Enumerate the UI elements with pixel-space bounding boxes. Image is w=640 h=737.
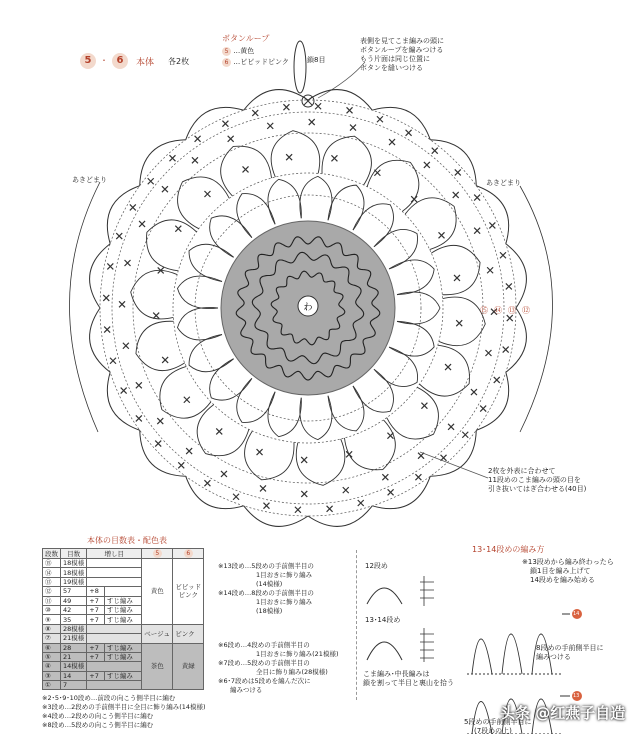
scallop <box>186 476 244 508</box>
table-row: ① 7 <box>43 681 204 690</box>
note-line: 1目おきに飾り編み <box>256 598 313 606</box>
row-6-color: …ビビッドピンク <box>233 58 289 66</box>
sc-mark <box>263 503 269 509</box>
header-rows: 段数 <box>43 549 61 559</box>
note-line: 8段めの手前側半目に <box>536 644 604 652</box>
sc-mark <box>471 389 477 395</box>
scallop <box>186 107 244 139</box>
sc-mark <box>474 228 480 234</box>
table-row: ⑫ 57 +8 <box>43 587 204 596</box>
stitch-count-table <box>42 548 204 690</box>
header-color-5: 5 <box>142 549 173 559</box>
petal <box>131 270 177 319</box>
sc-mark <box>228 136 234 142</box>
sc-mark <box>121 388 127 394</box>
sc-mark <box>507 315 513 321</box>
note-line: (14模様) <box>256 580 283 588</box>
table-notes <box>42 694 206 730</box>
sc-mark <box>216 428 222 434</box>
sc-mark <box>283 104 289 110</box>
row-1314-stitch-sketch <box>362 626 452 666</box>
sc-mark <box>178 462 184 468</box>
pattern-number-5: 5 <box>80 53 96 69</box>
petal <box>387 387 439 439</box>
top-right-note-line: ボタンループを編みつける <box>360 46 444 54</box>
row-5-color: …黄色 <box>233 47 255 55</box>
scallop <box>476 186 508 244</box>
table-row: ③ 14 +7 すじ編み <box>43 671 204 680</box>
sc-mark <box>388 489 394 495</box>
join-note-line: 2枚を外表に合わせて <box>488 467 556 475</box>
table-row: ④ 14模様 <box>43 662 204 671</box>
howto-title: 13･14段めの編み方 <box>472 545 545 554</box>
table-row: ⑩ 42 +7 すじ編み <box>43 605 204 614</box>
note-line: ※13段め…5段めの手前側半目の <box>218 562 314 570</box>
row-12-stitch-sketch <box>362 572 452 612</box>
sc-mark <box>295 507 301 513</box>
sc-mark <box>267 123 273 129</box>
sc-mark <box>432 148 438 154</box>
sc-mark <box>301 491 307 497</box>
petal <box>328 386 364 431</box>
table-row: ⑦ 21模様 <box>43 634 204 643</box>
sc-mark <box>107 263 113 269</box>
table-row: ⑪ 49 +7 すじ編み <box>43 596 204 605</box>
sc-mark <box>257 449 263 455</box>
scallop <box>430 140 476 186</box>
table-row: ⑬ 19模様 <box>43 577 204 586</box>
row-markers <box>480 306 530 315</box>
sc-mark <box>424 162 430 168</box>
marker-14: 14 <box>573 611 580 617</box>
petal <box>431 245 480 294</box>
petal <box>439 297 485 346</box>
sc-mark <box>243 166 249 172</box>
howto-note-mid <box>536 644 603 662</box>
sc-mark <box>139 221 145 227</box>
petal <box>178 177 230 229</box>
table-title: 本体の目数表・配色表 <box>87 536 167 545</box>
sc-mark <box>456 320 462 326</box>
sc-mark <box>418 453 424 459</box>
sc-mark <box>494 377 500 383</box>
sc-mark <box>500 252 506 258</box>
sc-mark <box>454 275 460 281</box>
sc-mark <box>406 130 412 136</box>
sc-mark <box>103 295 109 301</box>
sc-mark <box>104 327 110 333</box>
row-marker-12: ⑫ <box>522 306 530 315</box>
table-note-line: ※8段め…5段めの向こう側半目に編む <box>42 721 154 730</box>
sc-mark <box>286 154 292 160</box>
sc-mark <box>192 157 198 163</box>
sc-mark <box>110 358 116 364</box>
table-header-row <box>43 549 204 559</box>
header-increase: 増し目 <box>87 549 142 559</box>
sc-mark <box>327 506 333 512</box>
petal <box>296 439 345 485</box>
petal <box>177 276 222 309</box>
sc-mark <box>184 397 190 403</box>
petal <box>136 321 185 370</box>
sc-mark <box>411 196 417 202</box>
sc-mark <box>462 432 468 438</box>
sc-mark <box>116 233 122 239</box>
scallop <box>372 476 430 508</box>
sc-mark <box>222 121 228 127</box>
table-note-line: ※2･5･9･10段め…前段の向こう側半目に編む <box>42 694 176 703</box>
petal <box>177 307 222 340</box>
sc-mark <box>489 222 495 228</box>
sc-mark <box>453 192 459 198</box>
middle-notes-top <box>218 562 348 616</box>
sc-mark <box>374 170 380 176</box>
sc-mark <box>506 283 512 289</box>
sc-mark <box>130 204 136 210</box>
petal <box>367 160 419 211</box>
sc-mark <box>162 186 168 192</box>
petal <box>160 366 211 418</box>
pattern-number-6: 6 <box>112 53 128 69</box>
petal <box>271 131 320 177</box>
note-line: ※7段め…5段めの手前側半目の <box>218 659 310 667</box>
row-6-badge: 6 <box>222 58 231 67</box>
sc-mark <box>309 119 315 125</box>
sc-mark <box>474 195 480 201</box>
number-separator: ・ <box>100 56 108 65</box>
petal <box>389 260 434 295</box>
howto-note-top <box>522 558 614 585</box>
petal <box>328 185 364 230</box>
middle-notes-bottom <box>218 641 348 695</box>
note-line: (18模様) <box>256 607 283 615</box>
table-row: ⑤ 21 +7 すじ編み <box>43 652 204 661</box>
sc-mark <box>382 474 388 480</box>
sc-mark <box>377 116 383 122</box>
stitch-sample-note <box>363 670 457 688</box>
sc-mark <box>487 267 493 273</box>
note-line: 鎖1目を編み上げて <box>530 567 591 575</box>
petal <box>221 146 272 196</box>
note-line: 5段めの手前側半目に <box>464 718 532 726</box>
petal <box>397 292 440 324</box>
stitch-sample-box <box>356 550 457 700</box>
scallop <box>107 186 139 244</box>
sc-mark <box>125 260 131 266</box>
sc-mark <box>347 107 353 113</box>
petal <box>147 220 197 271</box>
sc-mark <box>455 169 461 175</box>
table-row: ⑭ 18模様 <box>43 568 204 577</box>
row-5-badge: 5 <box>222 47 231 56</box>
table-row: ⑧ 28模様 ベージュ ピンク <box>43 624 204 633</box>
sc-mark <box>503 347 509 353</box>
sc-mark <box>162 357 168 363</box>
petal <box>322 136 371 185</box>
sc-mark <box>175 226 181 232</box>
sc-mark <box>260 485 266 491</box>
scallop <box>140 430 186 476</box>
sc-mark <box>123 343 129 349</box>
watermark: 头条 @红燕子自造 <box>500 704 626 722</box>
note-line: 編みつける <box>536 653 571 661</box>
sc-mark <box>421 403 427 409</box>
sc-mark <box>252 110 258 116</box>
button-loop-title: ボタンループ <box>222 34 270 43</box>
join-note-line: 11段めのこま編みの頭の目を <box>488 476 581 484</box>
row-marker-14: ⑭ <box>494 306 502 315</box>
top-right-note-line: 表側を見てこま編みの頭に <box>360 37 444 45</box>
sc-mark <box>169 155 175 161</box>
petal <box>300 176 332 220</box>
sc-mark <box>221 471 227 477</box>
scallop <box>372 107 430 139</box>
button-loop <box>294 41 365 107</box>
petal <box>300 396 332 440</box>
sc-mark <box>389 139 395 145</box>
chain-label: 鎖8目 <box>307 56 326 64</box>
note-line: 全目に飾り編み(28模様) <box>256 668 328 676</box>
sc-mark <box>485 350 491 356</box>
sc-mark <box>136 382 142 388</box>
sc-mark <box>387 433 393 439</box>
petal <box>197 405 249 456</box>
row-marker-13: ⑬ <box>508 306 516 315</box>
sc-mark <box>350 125 356 131</box>
sc-mark <box>204 480 210 486</box>
sc-mark <box>195 136 201 142</box>
top-right-note-line: もう片面は同じ位置に <box>360 55 430 63</box>
sc-mark <box>233 494 239 500</box>
sc-mark <box>157 418 163 424</box>
sc-mark <box>153 313 159 319</box>
note-line: こま編み･中長編みは <box>363 670 430 678</box>
petal <box>245 431 294 480</box>
akidomari-right-label: あきどまり <box>486 179 521 187</box>
sc-mark <box>331 155 337 161</box>
petal <box>344 420 395 470</box>
sc-mark <box>119 301 125 307</box>
sc-mark <box>148 178 154 184</box>
scallop <box>430 430 476 476</box>
table-row: ⑥ 28 +7 すじ編み 茶色 黄緑 <box>43 643 204 652</box>
sc-mark <box>204 191 210 197</box>
table-row: ⑮ 18模様 黄色 ビビッドピンク <box>43 559 204 568</box>
scallop <box>107 372 139 430</box>
table-note-line: ※3段め…2段めの手前側半目に全目に飾り編み(14模様) <box>42 703 206 712</box>
row-12-label: 12段め <box>365 562 388 570</box>
note-line: 1目おきに飾り編み <box>256 571 313 579</box>
note-line: ※6･7段めは5段めを編んだ次に <box>218 677 311 685</box>
table-note-line: ※4段め…2段めの向こう側半目に編む <box>42 712 154 721</box>
sc-mark <box>301 457 307 463</box>
petal <box>405 198 456 250</box>
sc-mark <box>155 441 161 447</box>
note-line: (7段めの上) <box>474 727 512 735</box>
sc-mark <box>480 406 486 412</box>
join-note <box>488 467 638 494</box>
sc-mark <box>136 415 142 421</box>
sc-mark <box>445 364 451 370</box>
sc-mark <box>343 487 349 493</box>
scallop <box>476 372 508 430</box>
table-row: ⑨ 35 +7 すじ編み <box>43 615 204 624</box>
note-line: 鎖を割って半目と裏山を拾う <box>363 679 454 687</box>
note-line: ※6段め…4段めの手前側半目の <box>218 641 310 649</box>
akidomari-left-label: あきどまり <box>72 176 107 184</box>
header-color-6: 6 <box>173 549 204 559</box>
sc-mark <box>346 451 352 457</box>
row-1314-label: 13･14段め <box>365 616 401 624</box>
top-right-note-line: ボタンを縫いつける <box>360 64 423 72</box>
stitch-count-table-section <box>42 535 206 730</box>
opening-line-left <box>69 182 100 432</box>
sc-mark <box>448 424 454 430</box>
magic-ring-label: わ <box>303 303 313 313</box>
row-marker-15: ⑮ <box>480 306 488 315</box>
join-note-line: 引き抜いてはぎ合わせる(40目) <box>488 485 587 493</box>
sc-mark <box>415 474 421 480</box>
note-line: ※14段め…8段めの手前側半目の <box>218 589 314 597</box>
note-line: 編みつける <box>230 686 263 694</box>
note-line: 14段めを編み始める <box>530 576 595 584</box>
sc-mark <box>358 500 364 506</box>
scallop <box>140 140 186 186</box>
sc-mark <box>186 448 192 454</box>
page-title: 本体 <box>136 57 155 68</box>
petal <box>389 321 434 356</box>
sc-mark <box>439 232 445 238</box>
piece-count: 各2枚 <box>168 56 190 66</box>
note-line: ※13段めから編み終わったら <box>522 558 614 566</box>
sc-mark <box>315 103 321 109</box>
note-line: 1目おきに飾り編み(21模様) <box>256 650 339 658</box>
header-count: 目数 <box>61 549 87 559</box>
marker-13: 13 <box>573 693 580 699</box>
